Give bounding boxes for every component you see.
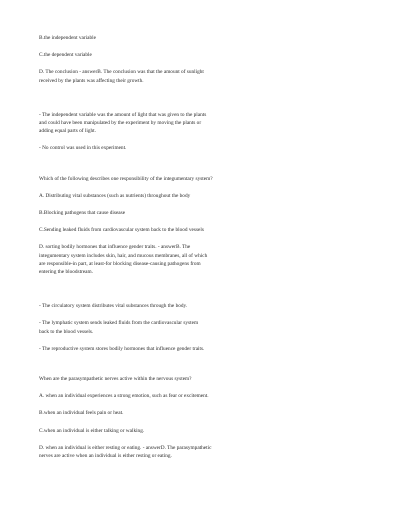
note-paragraph: - The lymphatic system sends leaked fluids from the cardiovascular system back to the blood vessels. bbox=[39, 320, 199, 335]
note-paragraph: - The circulatory system distributes vital substances through the body. bbox=[39, 303, 188, 310]
option-b: B.Blocking pathogens that cause disease bbox=[39, 210, 126, 217]
option-d-answer: D. sorting bodily hormones that influence gender traits. - answerB. The integumentary system includes skin, hair, and mucous membranes, all of which are responsible-in part, at least-for blocking disease-causing pathogens from entering the bloodstream. bbox=[39, 244, 208, 276]
option-b: B.the independent variable bbox=[39, 35, 96, 41]
option-c: C.when an individual is either talking or walking. bbox=[39, 427, 145, 434]
question-text: When are the parasympathetic nerves active within the nervous system? bbox=[39, 376, 192, 383]
option-c: C.the dependent variable bbox=[39, 52, 92, 59]
option-b: B.when an individual feels pain or heat. bbox=[39, 410, 124, 417]
option-d-answer: D. when an individual is either resting or eating. - answerD. The parasympathetic nerves are active when an individual is either resting or eating. bbox=[39, 444, 212, 460]
note-paragraph: - The reproductive system stores bodily hormones that influence gender traits. bbox=[39, 345, 205, 352]
option-c: C.Sending leaked fluids from cardiovascular system back to the blood vessels bbox=[39, 227, 204, 234]
option-d-answer: D. The conclusion - answerB. The conclusion was that the amount of sunlight received by the plants was affecting their growth. bbox=[39, 69, 204, 84]
question-text: Which of the following describes one responsibility of the integumentary system? bbox=[39, 175, 213, 182]
option-a: A. when an individual experiences a strong emotion, such as fear or excitement. bbox=[39, 393, 209, 400]
option-a: A. Distributing vital substances (such as nutrients) throughout the body bbox=[39, 192, 191, 199]
note-paragraph: - The independent variable was the amount of light that was given to the plants and could have been manipulated by the experiment by moving the plants or adding equal parts of light. bbox=[39, 111, 207, 135]
note-paragraph: - No control was used in this experiment. bbox=[39, 145, 127, 152]
